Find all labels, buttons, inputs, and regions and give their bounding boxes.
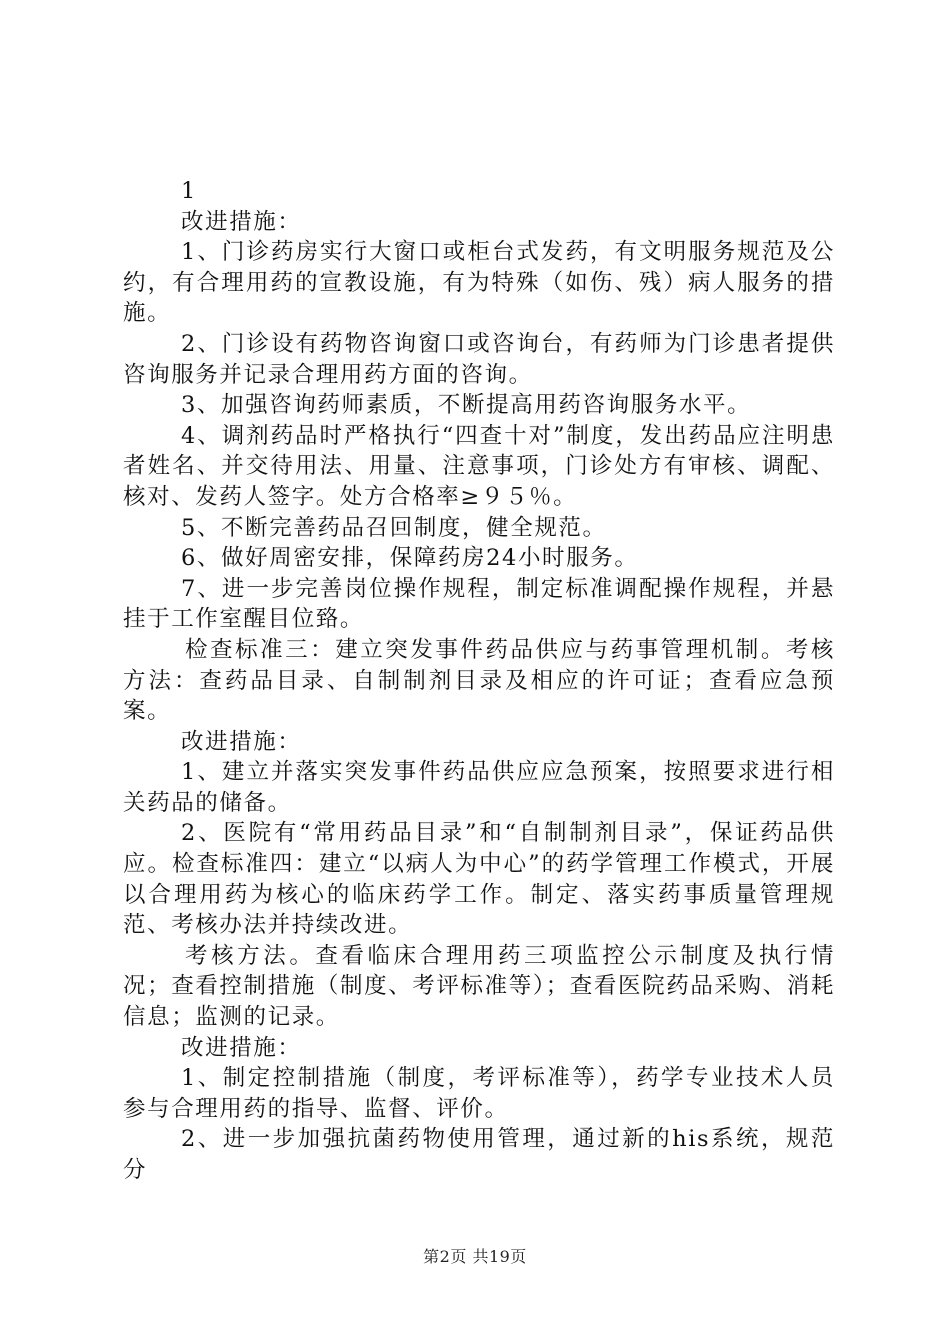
document-body <box>123 176 835 1186</box>
paragraph: 检查标准三：建立突发事件药品供应与药事管理机制。考核方法：查药品目录、自制制剂目录及相应的许可证；查看应急预案。 <box>123 636 835 725</box>
paragraph: 改进措施： <box>181 208 302 235</box>
paragraph: 1、建立并落实突发事件药品供应应急预案，按照要求进行相关药品的储备。 <box>123 759 835 816</box>
paragraph: 2、进一步加强抗菌药物使用管理，通过新的his系统，规范分 <box>123 1126 835 1183</box>
paragraph: 1、门诊药房实行大窗口或柜台式发药，有文明服务规范及公约，有合理用药的宣教设施，有为特殊（如伤、残）病人服务的措施。 <box>123 239 835 327</box>
paragraph: 3、加强咨询药师素质，不断提高用药咨询服务水平。 <box>181 392 752 419</box>
paragraph: 1、制定控制措施（制度，考评标准等），药学专业技术人员参与合理用药的指导、监督、评价。 <box>123 1065 835 1122</box>
page-footer <box>0 1244 950 1267</box>
paragraph: 1 <box>181 178 197 204</box>
paragraph: 改进措施： <box>181 728 302 755</box>
paragraph: 5、不断完善药品召回制度，健全规范。 <box>181 514 607 541</box>
paragraph: 2、医院有“常用药品目录”和“自制制剂目录”，保证药品供应。检查标准四：建立“以病人为中心”的药学管理工作模式，开展以合理用药为核心的临床药学工作。制定、落实药事质量管理规范、考核办法并持续改进。 <box>123 820 835 939</box>
paragraph: 6、做好周密安排，保障药房24小时服务。 <box>181 545 639 572</box>
paragraph: 改进措施： <box>181 1034 302 1061</box>
page-number: 第2页 共19页 <box>423 1247 527 1266</box>
paragraph: 2、门诊设有药物咨询窗口或咨询台，有药师为门诊患者提供咨询服务并记录合理用药方面的咨询。 <box>123 330 835 388</box>
paragraph: 考核方法。查看临床合理用药三项监控公示制度及执行情况；查看控制措施（制度、考评标准等）；查看医院药品采购、消耗信息；监测的记录。 <box>123 942 835 1031</box>
paragraph: 4、调剂药品时严格执行“四查十对”制度，发出药品应注明患者姓名、并交待用法、用量、注意事项，门诊处方有审核、调配、核对、发药人签字。处方合格率≥９５％。 <box>123 422 835 510</box>
paragraph: 7、进一步完善岗位操作规程，制定标准调配操作规程，并悬挂于工作室醒目位臵。 <box>123 575 835 633</box>
